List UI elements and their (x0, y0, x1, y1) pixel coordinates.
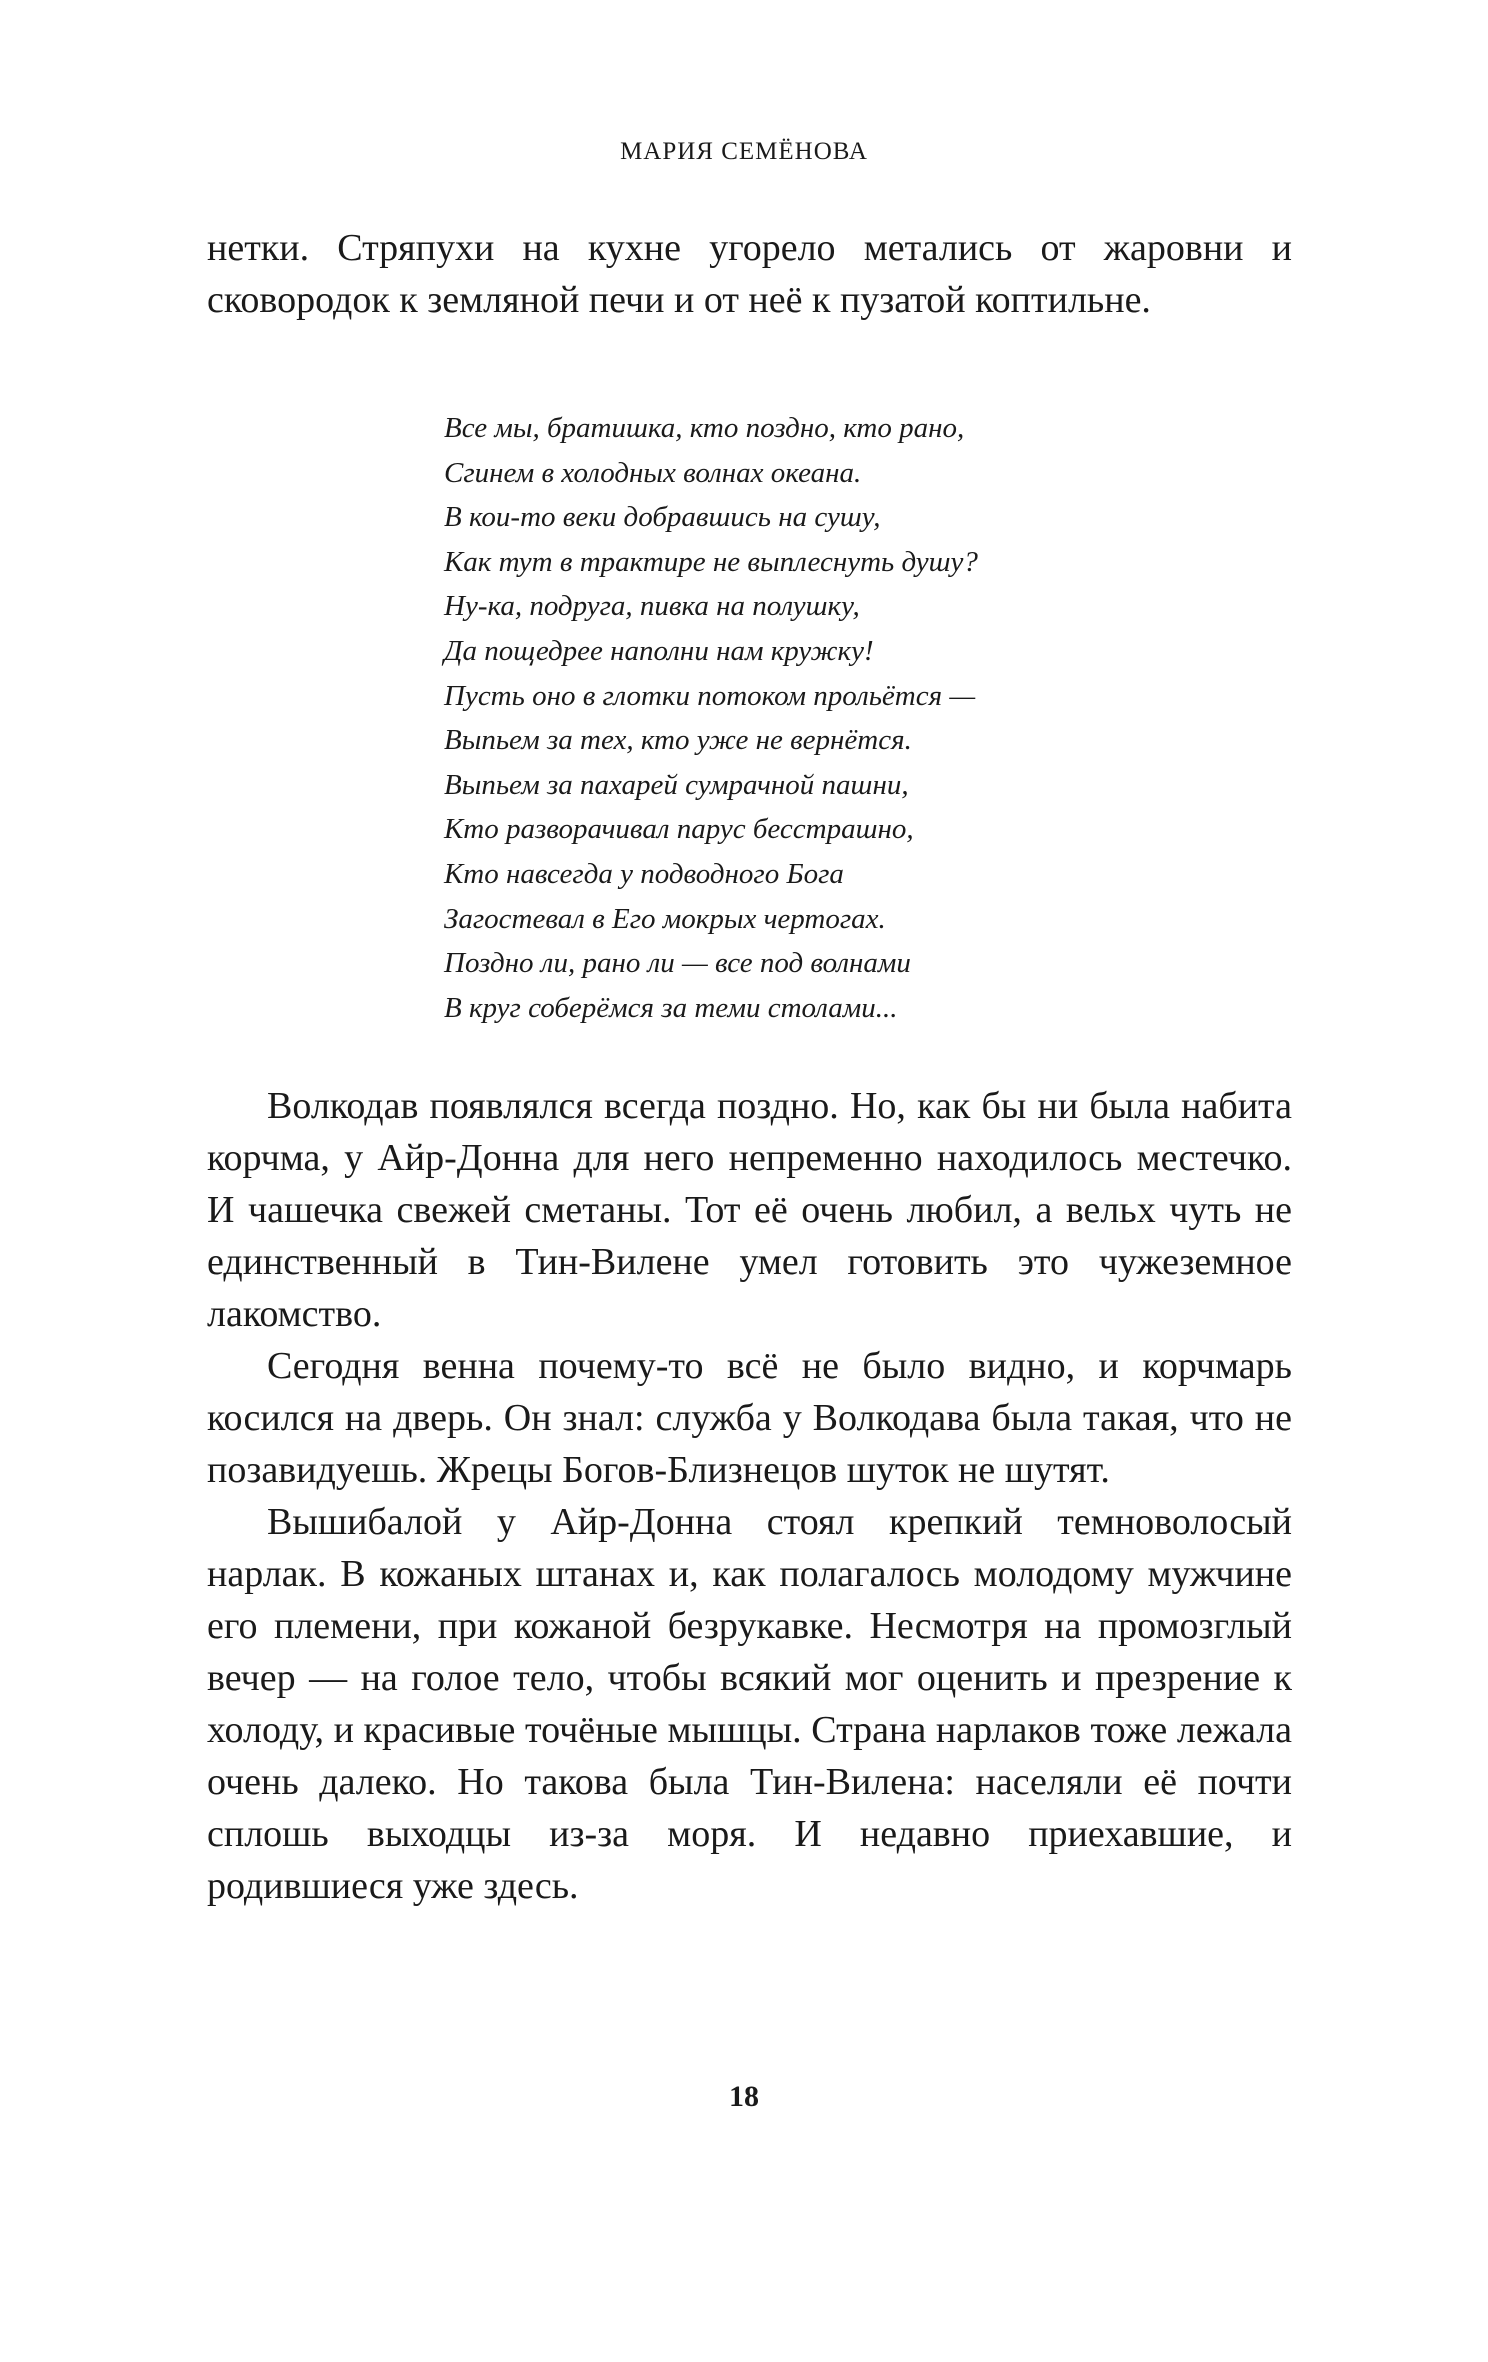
verse-line: Поздно ли, рано ли — все под волнами (444, 947, 911, 980)
verse-line: Выпьем за пахарей сумрачной пашни, (444, 768, 909, 801)
verse-line: Все мы, братишка, кто поздно, кто рано, (444, 412, 965, 444)
running-head: МАРИЯ СЕМЁНОВА (620, 138, 868, 165)
body-text (207, 1080, 1292, 1912)
verse-line: Как тут в трактире не выплеснуть душу? (444, 545, 978, 578)
verse-line: Загостевал в Его мокрых чертогах. (444, 902, 886, 935)
page-number: 18 (729, 2080, 759, 2113)
verse-line: Кто навсегда у подводного Бога (444, 857, 844, 890)
verse-line: В круг соберёмся за теми столами... (444, 991, 898, 1024)
paragraph: Вышибалой у Айр-Донна стоял крепкий темноволосый нарлак. В кожаных штанах и, как полагалось молодому мужчине его племени, при кожаной безрукавке. Несмотря на промозглый вечер — на голое тело, чтобы всякий мог оценить и презрение к холоду, и красивые точёные мышцы. Страна нарлаков тоже лежала очень далеко. Но такова была Тин-Вилена: населяли её почти сплошь выходцы из-за моря. И недавно приехавшие, и родившиеся уже здесь. (207, 1501, 1292, 1907)
continued-paragraph-block (207, 222, 1292, 326)
paragraph: Волкодав появлялся всегда поздно. Но, как бы ни была набита корчма, у Айр-Донна для него непременно находилось местечко. И чашечка свежей сметаны. Тот её очень любил, а вельх чуть не единственный в Тин-Вилене умел готовить это чужеземное лакомство. (207, 1085, 1292, 1335)
verse-line: Да пощедрее наполни нам кружку! (444, 634, 874, 667)
verse-block (444, 406, 978, 1030)
verse-line: В кои-то веки добравшись на сушу, (444, 501, 881, 534)
verse-line: Выпьем за тех, кто уже не вернётся. (444, 724, 912, 757)
verse-line: Сгинем в холодных волнах океана. (444, 456, 862, 489)
verse-line: Ну-ка, подруга, пивка на полушку, (444, 590, 860, 623)
continued-paragraph: нетки. Стряпухи на кухне угорело метались от жаровни и сковородок к земляной печи и от неё к пузатой коптильне. (207, 227, 1292, 321)
verse-line: Кто разворачивал парус бесстрашно, (444, 813, 914, 846)
paragraph: Сегодня венна почему-то всё не было видно, и корчмарь косился на дверь. Он знал: служба у Волкодава была такая, что не позавидуешь. Жрецы Богов-Близнецов шуток не шутят. (207, 1345, 1292, 1491)
verse-line: Пусть оно в глотки потоком прольётся — (444, 679, 976, 712)
